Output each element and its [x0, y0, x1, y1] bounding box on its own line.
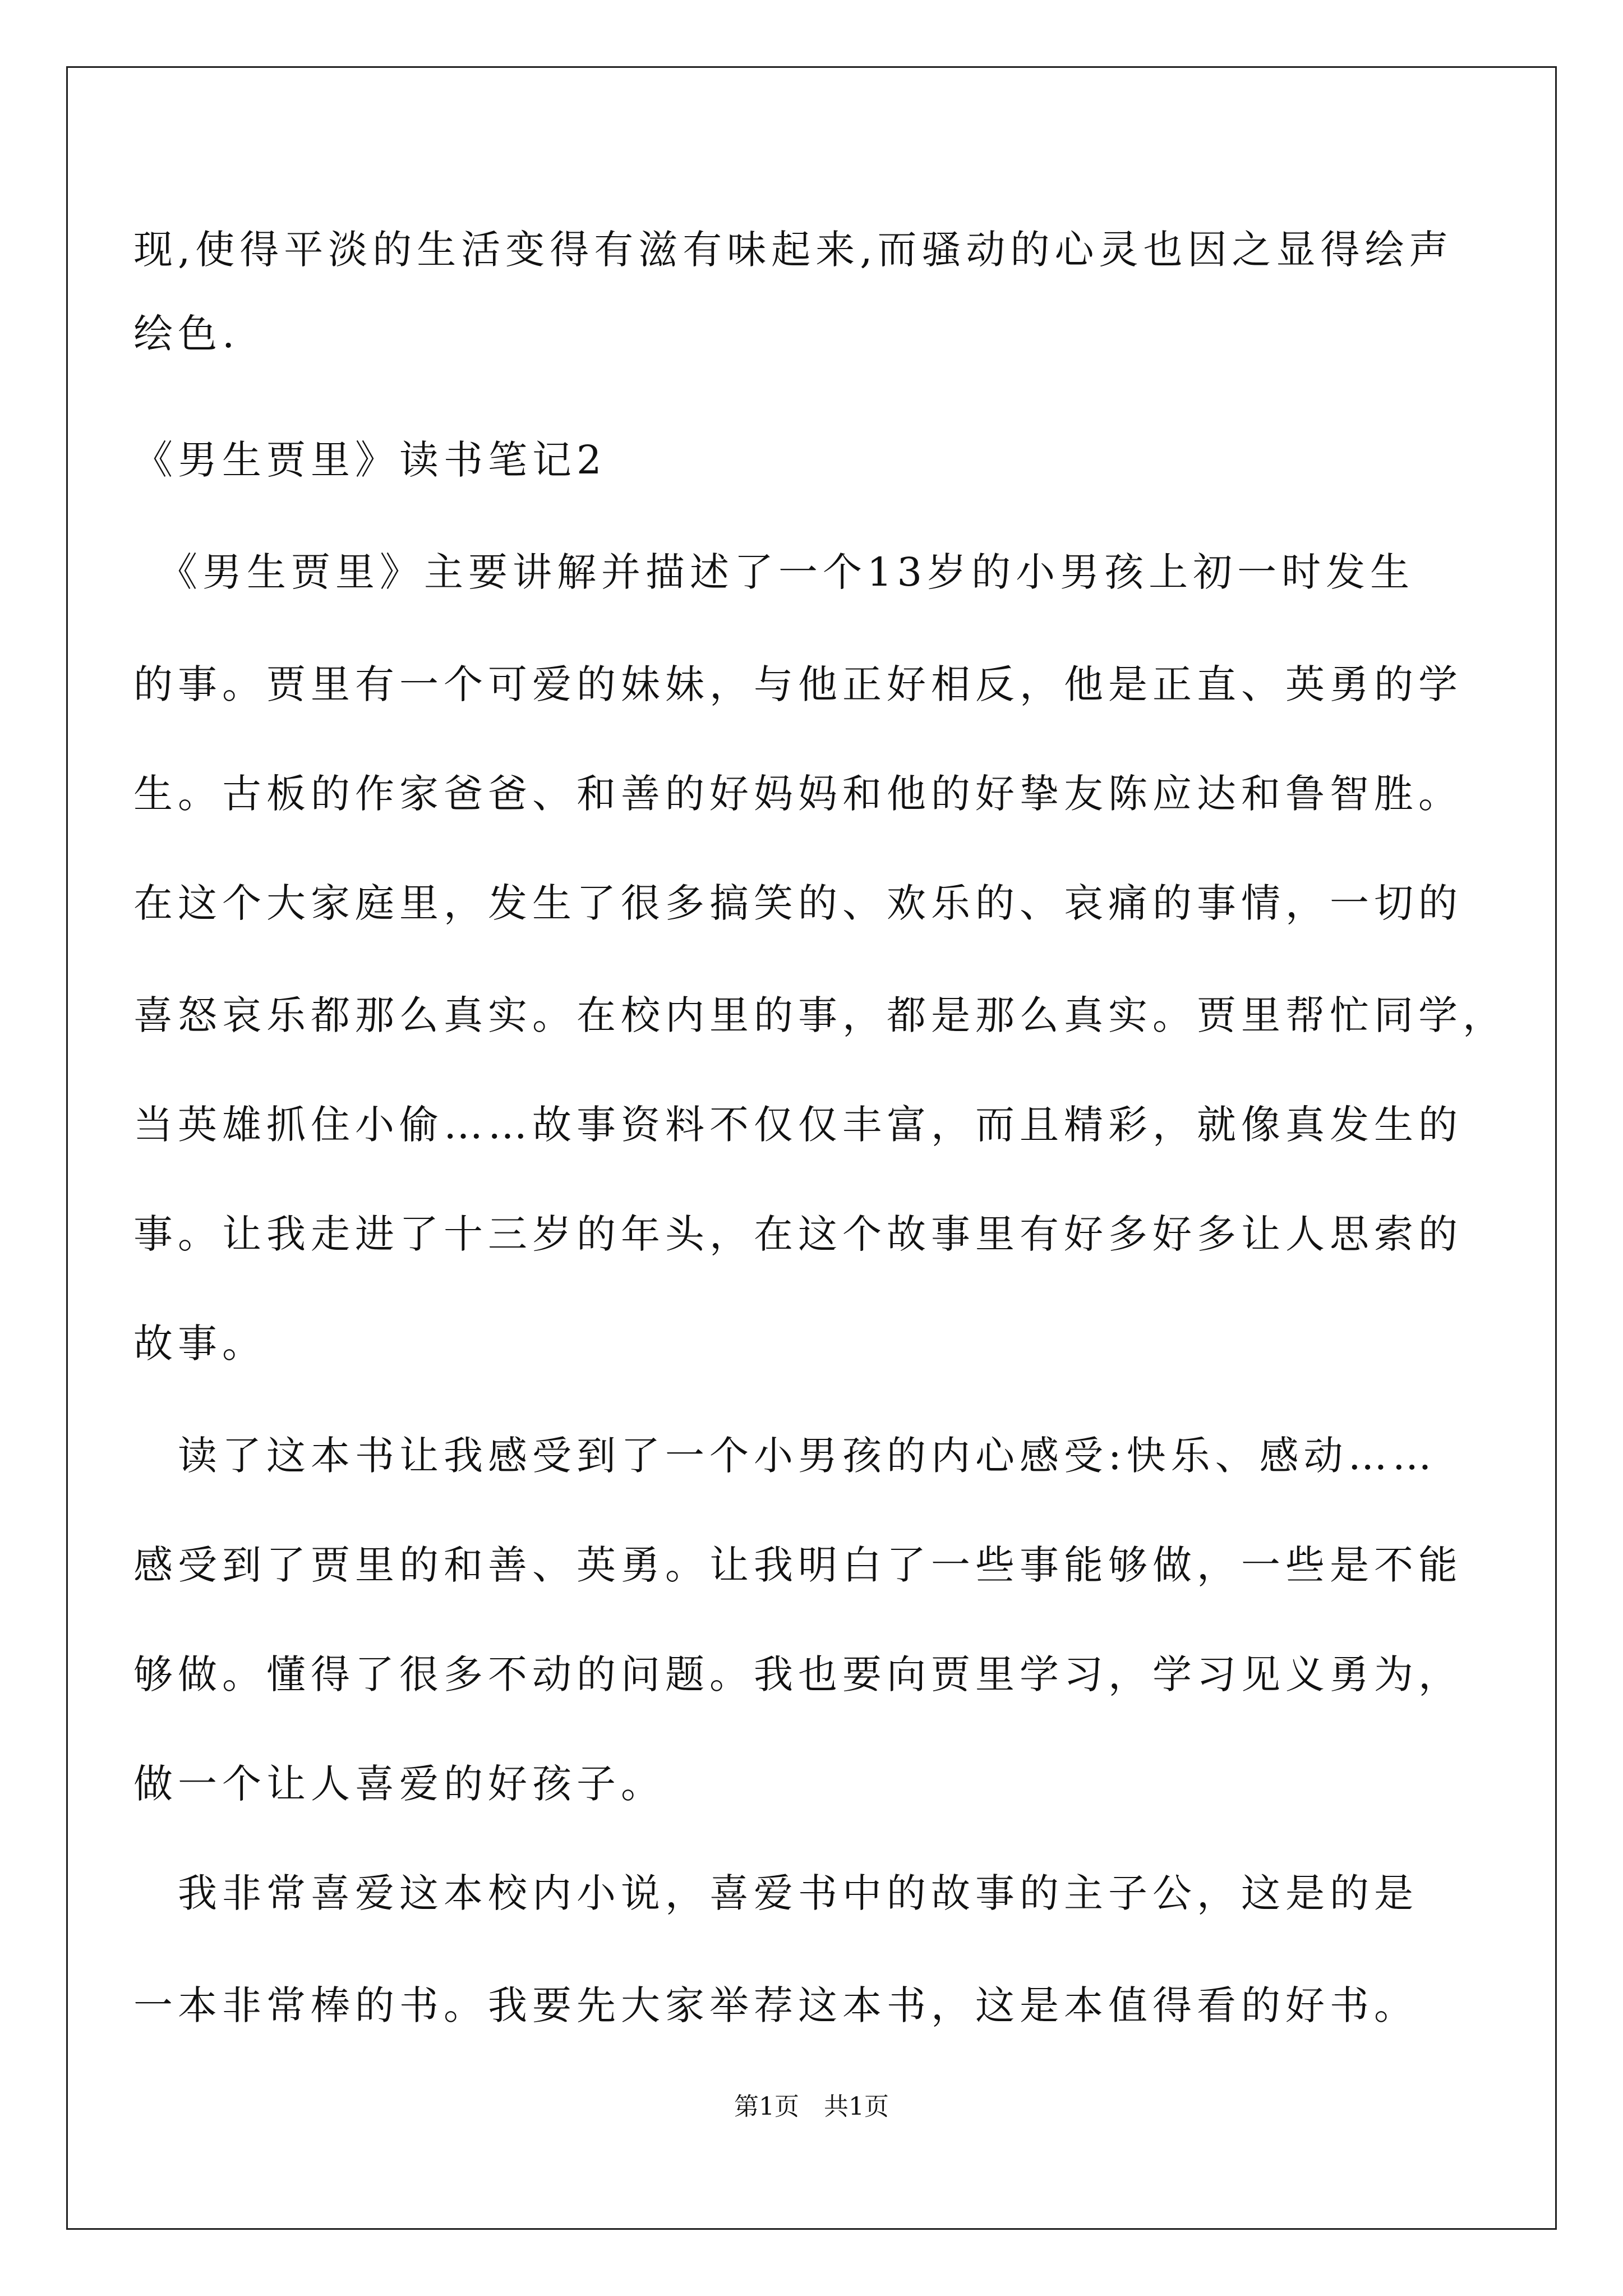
text-line: 绘色. — [133, 311, 240, 357]
text-line: 读了这本书让我感受到了一个小男孩的内心感受:快乐、感动…… — [133, 1433, 1437, 1479]
text-line: 感受到了贾里的和善、英勇。让我明白了一些事能够做，一些是不能 — [133, 1542, 1463, 1588]
text-line: 故事。 — [133, 1320, 266, 1366]
page-number: 第1页 共1页 — [734, 2092, 889, 2121]
section-heading: 《男生贾里》读书笔记2 — [133, 437, 607, 483]
text-line: 喜怒哀乐都那么真实。在校内里的事，都是那么真实。贾里帮忙同学， — [133, 992, 1507, 1038]
text-line: 《男生贾里》主要讲解并描述了一个13岁的小男孩上初一时发生 — [133, 549, 1415, 595]
text-line: 事。让我走进了十三岁的年头，在这个故事里有好多好多让人思索的 — [133, 1211, 1463, 1257]
text-line: 够做。懂得了很多不动的问题。我也要向贾里学习，学习见义勇为， — [133, 1651, 1463, 1697]
text-line: 现,使得平淡的生活变得有滋有味起来,而骚动的心灵也因之显得绘声 — [133, 227, 1454, 273]
text-line: 的事。贾里有一个可爱的妹妹，与他正好相反，他是正直、英勇的学 — [133, 661, 1463, 707]
text-line: 当英雄抓住小偷……故事资料不仅仅丰富，而且精彩，就像真发生的 — [133, 1102, 1463, 1148]
text-line: 一本非常棒的书。我要先大家举荐这本书，这是本值得看的好书。 — [133, 1982, 1418, 2028]
text-line: 在这个大家庭里，发生了很多搞笑的、欢乐的、哀痛的事情，一切的 — [133, 880, 1463, 926]
text-line: 做一个让人喜爱的好孩子。 — [133, 1761, 665, 1807]
text-line: 生。古板的作家爸爸、和善的好妈妈和他的好挚友陈应达和鲁智胜。 — [133, 771, 1463, 817]
text-line: 我非常喜爱这本校内小说，喜爱书中的故事的主子公，这是的是 — [133, 1870, 1418, 1916]
